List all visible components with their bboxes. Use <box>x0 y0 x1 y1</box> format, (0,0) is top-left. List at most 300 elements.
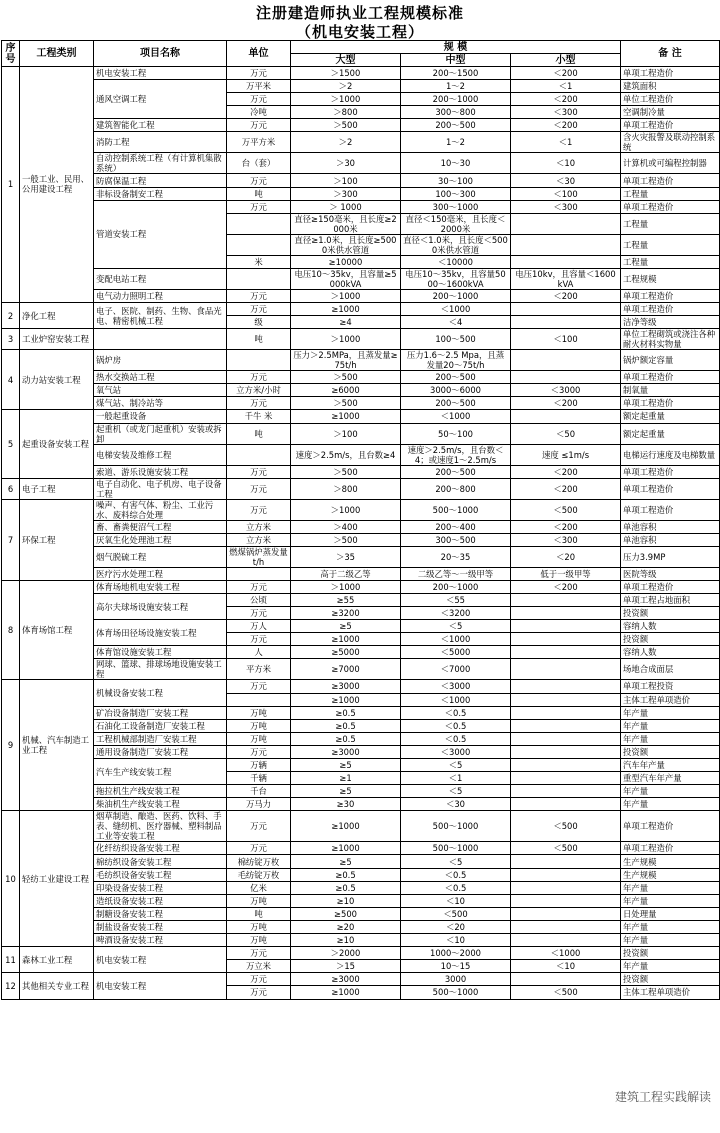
table-row <box>2 289 720 302</box>
item-cell: 高尔夫球场设施安装工程 <box>94 593 227 619</box>
unit-cell: 级 <box>227 316 291 329</box>
small-scale-cell: ＜30 <box>511 174 621 187</box>
table-row <box>2 973 720 986</box>
small-scale-cell: ＜500 <box>511 499 621 520</box>
small-scale-cell: 电压10kv，且容量＜1600kVA <box>511 268 621 289</box>
medium-scale-cell: 电压10～35kv，且容量5000～1600kVA <box>401 268 511 289</box>
item-cell <box>94 329 227 350</box>
small-scale-cell: ＜200 <box>511 465 621 478</box>
medium-scale-cell: 200～500 <box>401 397 511 410</box>
item-cell: 防腐保温工程 <box>94 174 227 187</box>
medium-scale-cell: 3000 <box>401 973 511 986</box>
small-scale-cell: ＜100 <box>511 329 621 350</box>
unit-cell: 万元 <box>227 465 291 478</box>
large-scale-cell: ≥3000 <box>291 973 401 986</box>
unit-cell: 万元 <box>227 680 291 693</box>
medium-scale-cell: 1000～2000 <box>401 947 511 960</box>
table-row <box>2 593 720 606</box>
seq-cell: 2 <box>2 302 20 328</box>
medium-scale-cell: ＜1 <box>401 772 511 785</box>
unit-cell: 万人 <box>227 620 291 633</box>
category-cell: 动力站安装工程 <box>20 350 94 410</box>
table-row <box>2 67 720 80</box>
note-cell: 单项工程投资 <box>621 680 720 693</box>
large-scale-cell: ≥5 <box>291 785 401 798</box>
small-scale-cell: ＜500 <box>511 811 621 842</box>
category-cell: 森林工业工程 <box>20 947 94 973</box>
note-cell: 年产量 <box>621 732 720 745</box>
large-scale-cell: ＞2 <box>291 132 401 153</box>
table-row <box>2 153 720 174</box>
medium-scale-cell: 500～1000 <box>401 986 511 999</box>
small-scale-cell <box>511 894 621 907</box>
note-cell: 投资额 <box>621 947 720 960</box>
header-medium: 中型 <box>401 54 511 67</box>
small-scale-cell <box>511 920 621 933</box>
unit-cell: 棉纺锭万枚 <box>227 855 291 868</box>
large-scale-cell: ＞300 <box>291 187 401 200</box>
table-row <box>2 132 720 153</box>
table-row <box>2 302 720 315</box>
small-scale-cell <box>511 881 621 894</box>
large-scale-cell: ≥0.5 <box>291 881 401 894</box>
large-scale-cell: ≥5000 <box>291 646 401 659</box>
small-scale-cell: ＜10 <box>511 960 621 973</box>
unit-cell: 万吨 <box>227 732 291 745</box>
medium-scale-cell: 1～2 <box>401 80 511 93</box>
small-scale-cell <box>511 593 621 606</box>
item-cell: 锅炉房 <box>94 350 227 371</box>
category-cell: 一般工业、民用、公用建设工程 <box>20 67 94 303</box>
unit-cell: 万元 <box>227 371 291 384</box>
note-cell: 年产量 <box>621 881 720 894</box>
item-cell: 制糖设备安装工程 <box>94 907 227 920</box>
note-cell: 投资额 <box>621 973 720 986</box>
small-scale-cell <box>511 234 621 255</box>
unit-cell: 万元 <box>227 607 291 620</box>
unit-cell: 吨 <box>227 329 291 350</box>
note-cell: 单项工程造价 <box>621 371 720 384</box>
table-row <box>2 706 720 719</box>
table-row <box>2 811 720 842</box>
medium-scale-cell: 压力1.6～2.5 Mpa，且蒸发量20～75t/h <box>401 350 511 371</box>
header-seq: 序号 <box>2 41 20 67</box>
item-cell: 制盐设备安装工程 <box>94 920 227 933</box>
unit-cell <box>227 213 291 234</box>
note-cell: 投资额 <box>621 745 720 758</box>
medium-scale-cell: ＜7000 <box>401 659 511 680</box>
note-cell: 投资额 <box>621 607 720 620</box>
item-cell: 畜、畜粪便沼气工程 <box>94 520 227 533</box>
small-scale-cell: ＜1000 <box>511 947 621 960</box>
note-cell: 投资额 <box>621 633 720 646</box>
note-cell: 生产规模 <box>621 868 720 881</box>
seq-cell: 12 <box>2 973 20 999</box>
small-scale-cell <box>511 907 621 920</box>
table-row <box>2 567 720 580</box>
note-cell: 日处理量 <box>621 907 720 920</box>
table-body <box>2 67 720 1000</box>
unit-cell: 亿米 <box>227 881 291 894</box>
note-cell: 洁净等级 <box>621 316 720 329</box>
large-scale-cell: ≥1000 <box>291 633 401 646</box>
note-cell: 制氧量 <box>621 384 720 397</box>
large-scale-cell: 压力＞2.5MPa，且蒸发量≥75t/h <box>291 350 401 371</box>
seq-cell: 11 <box>2 947 20 973</box>
small-scale-cell <box>511 350 621 371</box>
small-scale-cell: ＜20 <box>511 546 621 567</box>
large-scale-cell: 速度＞2.5m/s，且台数≥4 <box>291 444 401 465</box>
large-scale-cell: ≥4 <box>291 316 401 329</box>
category-cell: 其他相关专业工程 <box>20 973 94 999</box>
item-cell: 变配电站工程 <box>94 268 227 289</box>
medium-scale-cell: 200～800 <box>401 478 511 499</box>
medium-scale-cell: ＜5 <box>401 785 511 798</box>
table-row <box>2 934 720 947</box>
item-cell: 消防工程 <box>94 132 227 153</box>
large-scale-cell: ＞1000 <box>291 329 401 350</box>
note-cell: 单项工程造价 <box>621 289 720 302</box>
item-cell: 电梯安装及维修工程 <box>94 444 227 465</box>
item-cell: 体育场田径场设施安装工程 <box>94 620 227 646</box>
unit-cell <box>227 234 291 255</box>
note-cell: 主体工程单项造价 <box>621 986 720 999</box>
unit-cell: 千牛 米 <box>227 410 291 423</box>
medium-scale-cell: 30～100 <box>401 174 511 187</box>
table-row <box>2 947 720 960</box>
seq-cell: 4 <box>2 350 20 410</box>
note-cell: 工程量 <box>621 234 720 255</box>
unit-cell: 冷吨 <box>227 106 291 119</box>
unit-cell: 燃煤锅炉蒸发量t/h <box>227 546 291 567</box>
unit-cell: 万元 <box>227 478 291 499</box>
medium-scale-cell: ＜5 <box>401 759 511 772</box>
medium-scale-cell: ＜10 <box>401 894 511 907</box>
medium-scale-cell: 200～500 <box>401 119 511 132</box>
note-cell: 单项工程造价 <box>621 119 720 132</box>
medium-scale-cell: 100～500 <box>401 329 511 350</box>
header-small: 小型 <box>511 54 621 67</box>
large-scale-cell: ≥55 <box>291 593 401 606</box>
table-row <box>2 620 720 633</box>
medium-scale-cell: 500～1000 <box>401 842 511 855</box>
unit-cell: 立方米/小时 <box>227 384 291 397</box>
item-cell: 烟草制造、酿造、医药、饮料、手表、缝纫机、医疗器械、塑料制品工业等安装工程 <box>94 811 227 842</box>
unit-cell: 吨 <box>227 187 291 200</box>
medium-scale-cell: ＜0.5 <box>401 706 511 719</box>
note-cell: 单项工程造价 <box>621 842 720 855</box>
small-scale-cell <box>511 213 621 234</box>
large-scale-cell: ≥3000 <box>291 745 401 758</box>
item-cell: 热水交换站工程 <box>94 371 227 384</box>
large-scale-cell: ＞1000 <box>291 93 401 106</box>
medium-scale-cell: 3000～6000 <box>401 384 511 397</box>
note-cell: 容纳人数 <box>621 620 720 633</box>
unit-cell: 立方米 <box>227 520 291 533</box>
medium-scale-cell: ＜10000 <box>401 255 511 268</box>
large-scale-cell: ≥500 <box>291 907 401 920</box>
doc-subtitle: （机电安装工程） <box>295 23 424 41</box>
small-scale-cell <box>511 607 621 620</box>
item-cell: 通用设备制造厂安装工程 <box>94 745 227 758</box>
medium-scale-cell: 直径＜150毫米，且长度＜2000米 <box>401 213 511 234</box>
item-cell: 矿冶设备制造厂安装工程 <box>94 706 227 719</box>
header-item: 项目名称 <box>94 41 227 67</box>
large-scale-cell: ＞100 <box>291 423 401 444</box>
medium-scale-cell: ＜10 <box>401 934 511 947</box>
small-scale-cell: ＜100 <box>511 187 621 200</box>
item-cell: 网球、篮球、排球场地设施安装工程 <box>94 659 227 680</box>
table-row <box>2 907 720 920</box>
item-cell: 通风空调工程 <box>94 80 227 119</box>
note-cell: 年产量 <box>621 798 720 811</box>
table-row <box>2 798 720 811</box>
large-scale-cell: ≥20 <box>291 920 401 933</box>
table-row <box>2 546 720 567</box>
item-cell: 机电安装工程 <box>94 947 227 973</box>
table-row <box>2 350 720 371</box>
note-cell: 单项工程造价 <box>621 499 720 520</box>
table-row <box>2 855 720 868</box>
medium-scale-cell: 直径＜1.0米，且长度＜5000米供水管道 <box>401 234 511 255</box>
large-scale-cell: ≥0.5 <box>291 732 401 745</box>
unit-cell: 万平方米 <box>227 132 291 153</box>
note-cell: 单池容积 <box>621 533 720 546</box>
note-cell: 汽车年产量 <box>621 759 720 772</box>
medium-scale-cell: ＜0.5 <box>401 881 511 894</box>
note-cell: 单池容积 <box>621 520 720 533</box>
medium-scale-cell: ＜5 <box>401 855 511 868</box>
medium-scale-cell: ＜20 <box>401 920 511 933</box>
large-scale-cell: ＞2 <box>291 80 401 93</box>
small-scale-cell <box>511 316 621 329</box>
table-row <box>2 371 720 384</box>
item-cell: 体育场地机电安装工程 <box>94 580 227 593</box>
item-cell: 化纤纺织设备安装工程 <box>94 842 227 855</box>
table-row <box>2 465 720 478</box>
small-scale-cell: ＜200 <box>511 289 621 302</box>
table-row <box>2 580 720 593</box>
note-cell: 单项工程造价 <box>621 811 720 842</box>
table-row <box>2 785 720 798</box>
small-scale-cell: ＜500 <box>511 986 621 999</box>
small-scale-cell <box>511 785 621 798</box>
unit-cell: 万元 <box>227 633 291 646</box>
large-scale-cell: ＞1500 <box>291 67 401 80</box>
note-cell: 计算机或可编程控制器 <box>621 153 720 174</box>
large-scale-cell: ＞500 <box>291 397 401 410</box>
item-cell: 柴油机生产线安装工程 <box>94 798 227 811</box>
large-scale-cell: ≥10 <box>291 934 401 947</box>
category-cell: 起重设备安装工程 <box>20 410 94 478</box>
table-row <box>2 868 720 881</box>
note-cell: 工程量 <box>621 213 720 234</box>
unit-cell: 万辆 <box>227 759 291 772</box>
note-cell: 空调制冷量 <box>621 106 720 119</box>
item-cell: 噪声、有害气体、粉尘、工业污水、废料综合处理 <box>94 499 227 520</box>
unit-cell: 万元 <box>227 745 291 758</box>
large-scale-cell: ≥1000 <box>291 811 401 842</box>
medium-scale-cell: 1～2 <box>401 132 511 153</box>
table-row <box>2 732 720 745</box>
small-scale-cell <box>511 680 621 693</box>
table-row <box>2 397 720 410</box>
unit-cell: 米 <box>227 255 291 268</box>
unit-cell: 毛纺锭万枚 <box>227 868 291 881</box>
table-row <box>2 268 720 289</box>
item-cell: 管道安装工程 <box>94 200 227 268</box>
category-cell: 净化工程 <box>20 302 94 328</box>
unit-cell: 万吨 <box>227 920 291 933</box>
large-scale-cell: 高于二级乙等 <box>291 567 401 580</box>
medium-scale-cell: ＜1000 <box>401 633 511 646</box>
unit-cell: 立方米 <box>227 533 291 546</box>
small-scale-cell <box>511 732 621 745</box>
small-scale-cell: ＜300 <box>511 106 621 119</box>
unit-cell: 万吨 <box>227 706 291 719</box>
medium-scale-cell: 20～35 <box>401 546 511 567</box>
note-cell: 建筑面积 <box>621 80 720 93</box>
note-cell: 年产量 <box>621 719 720 732</box>
large-scale-cell: ≥10 <box>291 894 401 907</box>
small-scale-cell <box>511 934 621 947</box>
table-row <box>2 719 720 732</box>
item-cell: 机械设备安装工程 <box>94 680 227 706</box>
note-cell: 单位工程砌筑或浇注各种耐火材料实物量 <box>621 329 720 350</box>
small-scale-cell: ＜200 <box>511 119 621 132</box>
medium-scale-cell: ＜0.5 <box>401 719 511 732</box>
medium-scale-cell: ＜1000 <box>401 693 511 706</box>
unit-cell: 万元 <box>227 973 291 986</box>
large-scale-cell: ＞2000 <box>291 947 401 960</box>
item-cell: 棉纺织设备安装工程 <box>94 855 227 868</box>
item-cell: 一般起重设备 <box>94 410 227 423</box>
small-scale-cell <box>511 973 621 986</box>
large-scale-cell: ≥1000 <box>291 842 401 855</box>
large-scale-cell: ≥0.5 <box>291 868 401 881</box>
large-scale-cell: ≥5 <box>291 620 401 633</box>
large-scale-cell: ≥5 <box>291 759 401 772</box>
large-scale-cell: ≥7000 <box>291 659 401 680</box>
item-cell: 医疗污水处理工程 <box>94 567 227 580</box>
note-cell: 场地合成面层 <box>621 659 720 680</box>
small-scale-cell <box>511 798 621 811</box>
large-scale-cell: 直径≥1.0米，且长度≥5000米供水管道 <box>291 234 401 255</box>
large-scale-cell: ＞35 <box>291 546 401 567</box>
unit-cell: 万元 <box>227 119 291 132</box>
small-scale-cell: ＜200 <box>511 397 621 410</box>
header-scale: 规 模 <box>291 41 621 54</box>
large-scale-cell: ≥1000 <box>291 693 401 706</box>
table-row <box>2 410 720 423</box>
small-scale-cell <box>511 719 621 732</box>
item-cell: 印染设备安装工程 <box>94 881 227 894</box>
item-cell: 起重机（或龙门起重机）安装或拆卸 <box>94 423 227 444</box>
note-cell: 单项工程造价 <box>621 478 720 499</box>
small-scale-cell: ＜50 <box>511 423 621 444</box>
small-scale-cell: ＜1 <box>511 80 621 93</box>
scale-standard-table <box>1 40 720 1000</box>
unit-cell: 万吨 <box>227 719 291 732</box>
note-cell: 额定起重量 <box>621 423 720 444</box>
table-row <box>2 759 720 772</box>
table-row <box>2 80 720 93</box>
unit-cell: 万元 <box>227 93 291 106</box>
item-cell: 机电安装工程 <box>94 67 227 80</box>
header-note: 备 注 <box>621 41 720 67</box>
unit-cell: 万元 <box>227 842 291 855</box>
seq-cell: 3 <box>2 329 20 350</box>
small-scale-cell: ＜200 <box>511 93 621 106</box>
medium-scale-cell: ＜5000 <box>401 646 511 659</box>
note-cell: 年产量 <box>621 960 720 973</box>
medium-scale-cell: ＜55 <box>401 593 511 606</box>
large-scale-cell: ＞ 1000 <box>291 200 401 213</box>
large-scale-cell: ＞1000 <box>291 499 401 520</box>
note-cell: 压力3.9MP <box>621 546 720 567</box>
table-row <box>2 745 720 758</box>
note-cell: 单项工程造价 <box>621 302 720 315</box>
item-cell: 石油化工设备制造厂安装工程 <box>94 719 227 732</box>
note-cell: 单项工程占地面积 <box>621 593 720 606</box>
item-cell: 非标设备制安工程 <box>94 187 227 200</box>
large-scale-cell: ＞1000 <box>291 289 401 302</box>
item-cell: 机电安装工程 <box>94 973 227 999</box>
small-scale-cell <box>511 855 621 868</box>
note-cell: 单项工程造价 <box>621 174 720 187</box>
table-row <box>2 842 720 855</box>
note-cell: 单项工程造价 <box>621 397 720 410</box>
unit-cell: 万元 <box>227 811 291 842</box>
unit-cell <box>227 567 291 580</box>
item-cell: 自动控制系统工程（有计算机集散系统） <box>94 153 227 174</box>
category-cell: 工业炉窑安装工程 <box>20 329 94 350</box>
table-row <box>2 384 720 397</box>
large-scale-cell: ＞30 <box>291 153 401 174</box>
unit-cell: 万元 <box>227 289 291 302</box>
medium-scale-cell: ＜3000 <box>401 680 511 693</box>
medium-scale-cell: ＜1000 <box>401 302 511 315</box>
table-row <box>2 520 720 533</box>
note-cell: 容纳人数 <box>621 646 720 659</box>
header-category: 工程类别 <box>20 41 94 67</box>
item-cell: 电子、医院、制药、生物、食品光电、精密机械工程 <box>94 302 227 328</box>
large-scale-cell: ＞1000 <box>291 580 401 593</box>
large-scale-cell: ≥3200 <box>291 607 401 620</box>
medium-scale-cell: 100～300 <box>401 187 511 200</box>
small-scale-cell <box>511 868 621 881</box>
small-scale-cell <box>511 772 621 785</box>
item-cell: 毛纺织设备安装工程 <box>94 868 227 881</box>
item-cell: 体育馆设施安装工程 <box>94 646 227 659</box>
small-scale-cell: 低于一级甲等 <box>511 567 621 580</box>
large-scale-cell: ≥10000 <box>291 255 401 268</box>
table-row <box>2 646 720 659</box>
note-cell: 生产规模 <box>621 855 720 868</box>
item-cell: 拖拉机生产线安装工程 <box>94 785 227 798</box>
large-scale-cell: ＞800 <box>291 106 401 119</box>
unit-cell: 吨 <box>227 907 291 920</box>
small-scale-cell <box>511 255 621 268</box>
medium-scale-cell: 300～1000 <box>401 200 511 213</box>
medium-scale-cell: ＜5 <box>401 620 511 633</box>
item-cell: 建筑智能化工程 <box>94 119 227 132</box>
medium-scale-cell: ＜3000 <box>401 745 511 758</box>
small-scale-cell: ＜3000 <box>511 384 621 397</box>
small-scale-cell <box>511 659 621 680</box>
category-cell: 轻纺工业建设工程 <box>20 811 94 947</box>
item-cell: 造纸设备安装工程 <box>94 894 227 907</box>
